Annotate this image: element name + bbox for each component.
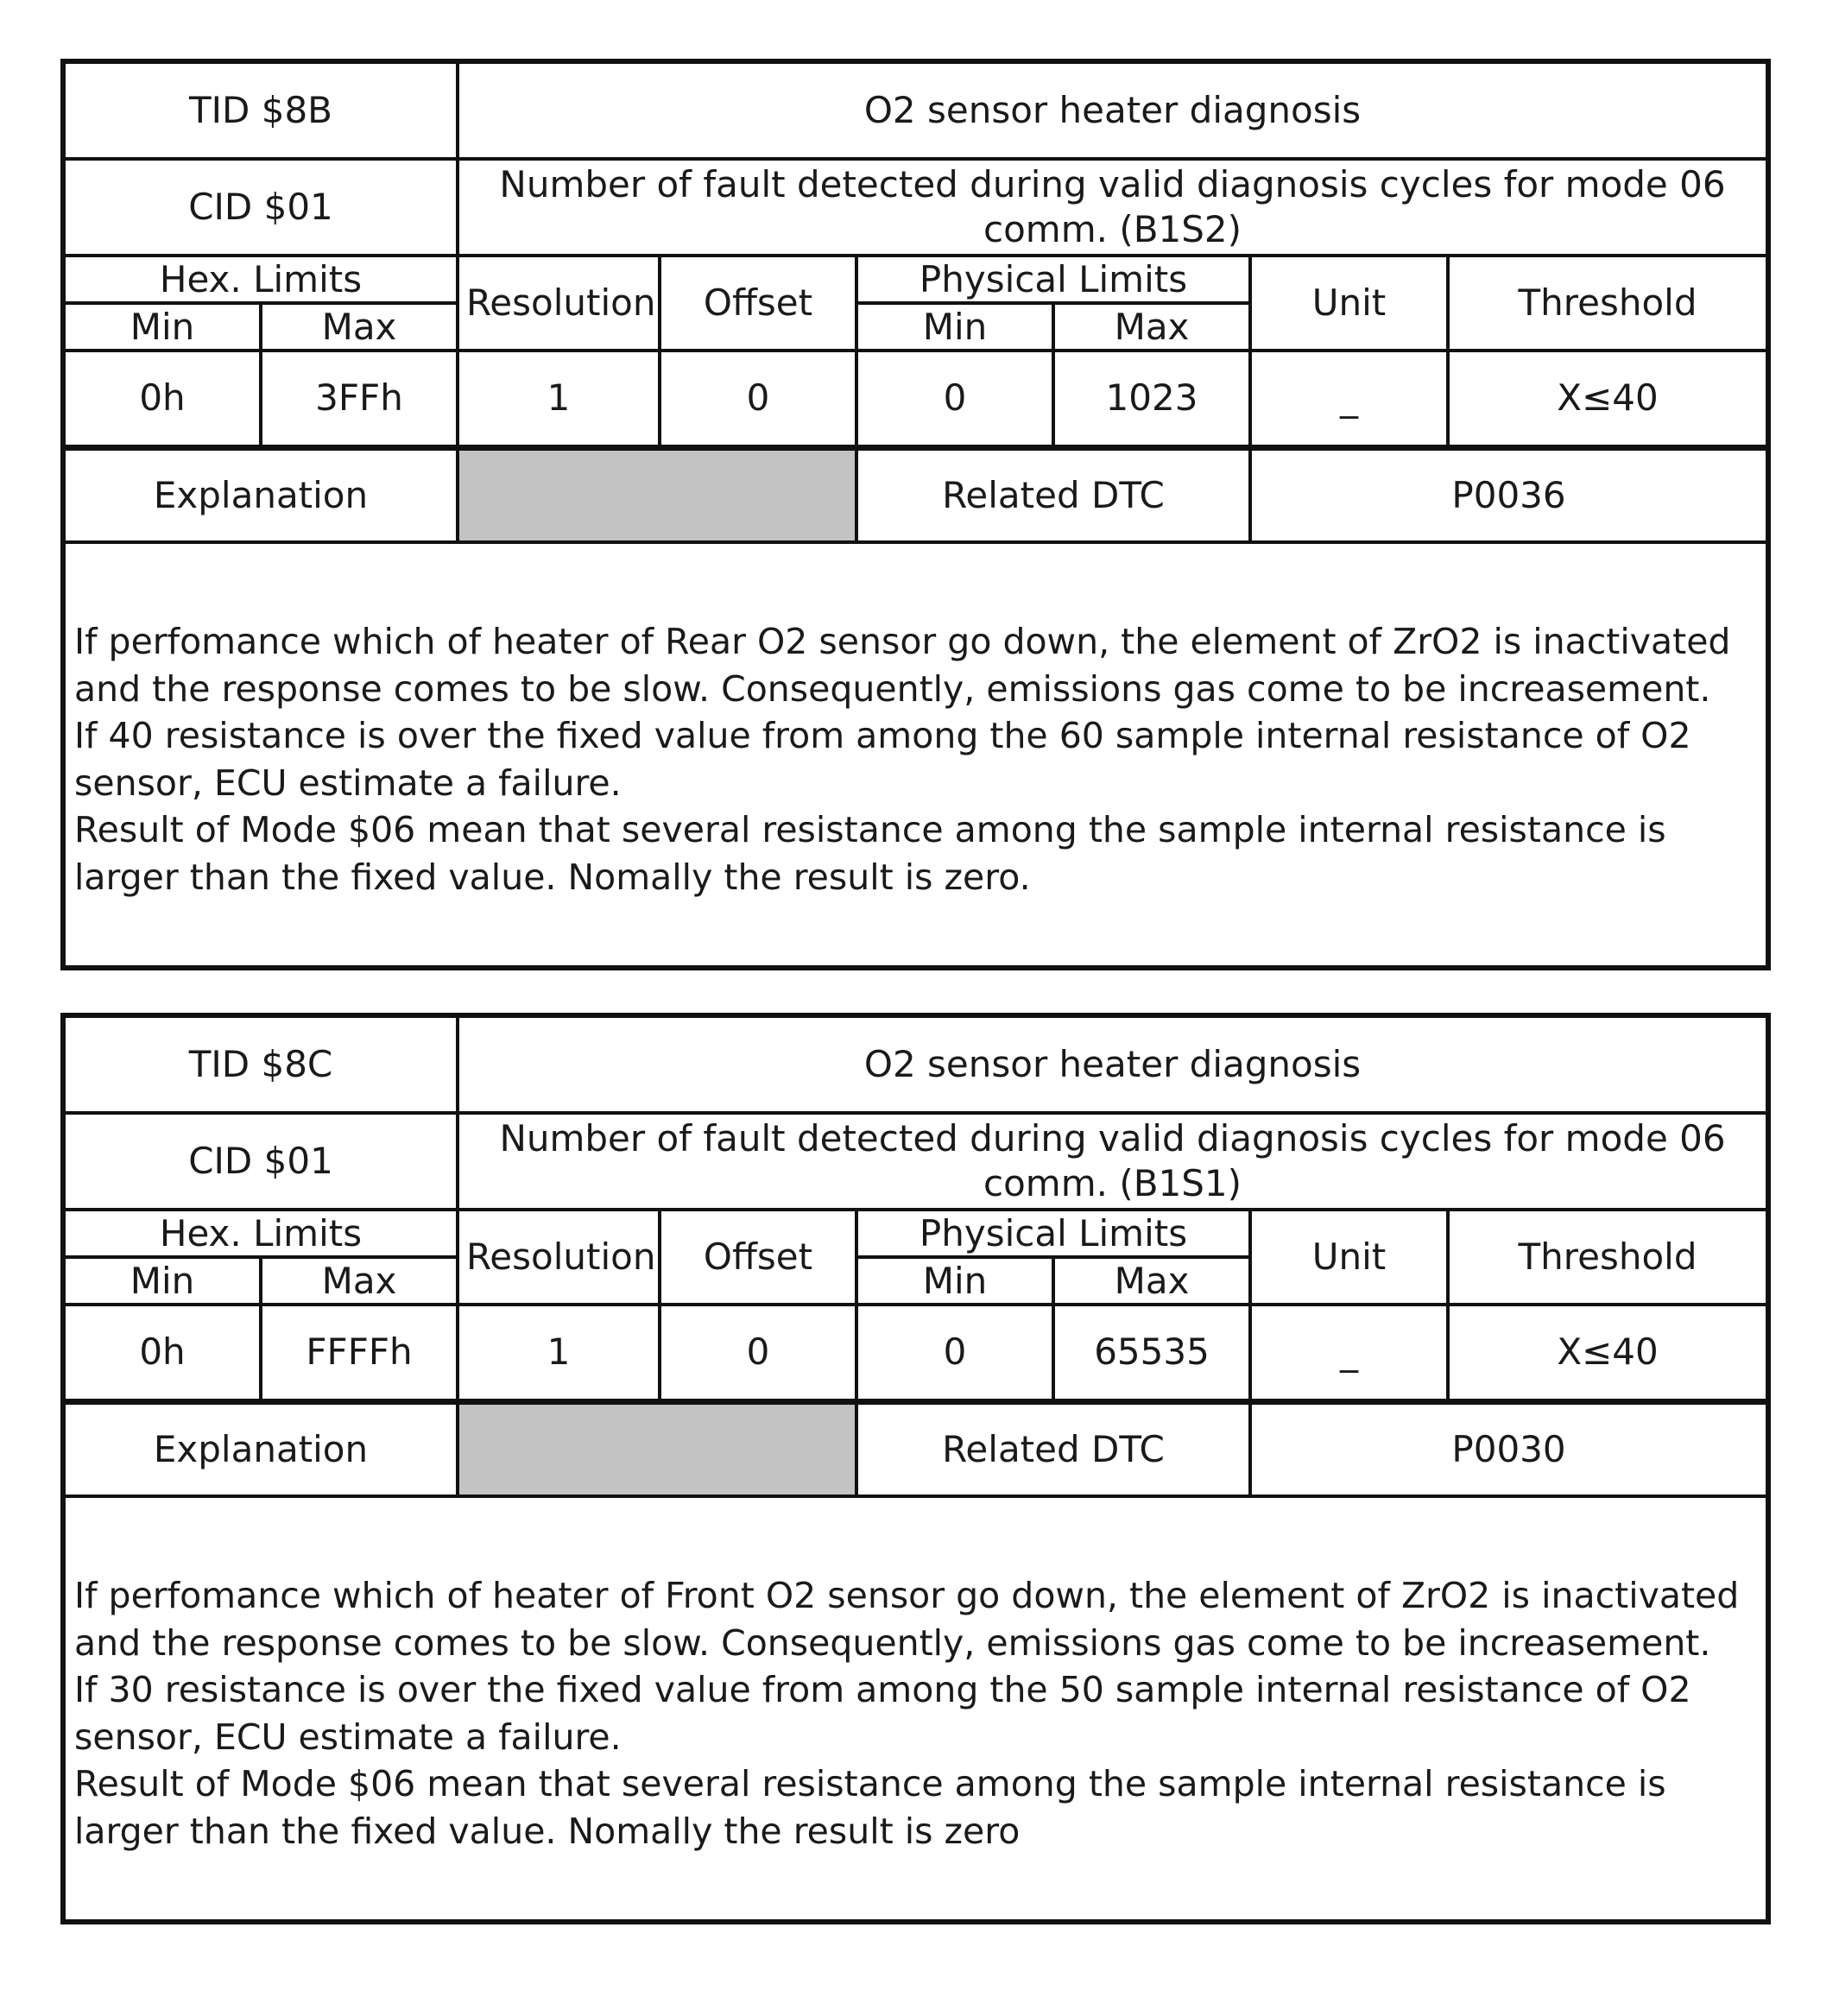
related-dtc-value: P0036 <box>1250 447 1766 542</box>
threshold-header: Threshold <box>1448 256 1766 351</box>
hex-min-header: Min <box>66 1257 261 1305</box>
explanation-line: sensor, ECU estimate a failure. <box>74 762 622 804</box>
explanation-text <box>66 1496 1766 1928</box>
phys-max-value: 1023 <box>1053 351 1250 447</box>
phys-min-header: Min <box>856 303 1053 351</box>
threshold-value: X≤40 <box>1448 1305 1766 1401</box>
resolution-value: 1 <box>458 1305 660 1401</box>
test-spec-block-tid-8b <box>60 59 1771 970</box>
related-dtc-label: Related DTC <box>856 1401 1250 1496</box>
explanation-line: and the response comes to be slow. Consequently, emissions gas come to be increasement. <box>74 1621 1711 1664</box>
explanation-line: If perfomance which of heater of Rear O2 sensor go down, the element of ZrO2 is inactivated <box>74 621 1731 662</box>
test-spec-table <box>66 1018 1766 1928</box>
hex-min-header: Min <box>66 303 261 351</box>
explanation-label: Explanation <box>66 447 458 542</box>
related-dtc-label: Related DTC <box>856 447 1250 542</box>
hex-max-header: Max <box>261 303 458 351</box>
resolution-header: Resolution <box>458 1210 660 1305</box>
hex-min-value: 0h <box>66 1305 261 1401</box>
cid-label: CID $01 <box>66 159 458 256</box>
explanation-line: larger than the fixed value. Nomally the result is zero. <box>74 856 1031 898</box>
explanation-line: If perfomance which of heater of Front O2 sensor go down, the element of ZrO2 is inactivated <box>74 1575 1740 1616</box>
unit-value: _ <box>1250 1305 1448 1401</box>
explanation-line: sensor, ECU estimate a failure. <box>74 1716 622 1758</box>
offset-value: 0 <box>660 351 856 447</box>
test-spec-block-tid-8c <box>60 1013 1771 1924</box>
hex-limits-header: Hex. Limits <box>66 1210 458 1257</box>
explanation-line: If 30 resistance is over the fixed value from among the 50 sample internal resistance of O2 <box>74 1669 1691 1710</box>
hex-min-value: 0h <box>66 351 261 447</box>
explanation-label: Explanation <box>66 1401 458 1496</box>
physical-limits-header: Physical Limits <box>856 256 1250 303</box>
tid-description: O2 sensor heater diagnosis <box>458 1018 1766 1113</box>
tid-description: O2 sensor heater diagnosis <box>458 64 1766 159</box>
explanation-text <box>66 542 1766 974</box>
cid-label: CID $01 <box>66 1113 458 1210</box>
phys-max-header: Max <box>1053 1257 1250 1305</box>
phys-min-value: 0 <box>856 1305 1053 1401</box>
test-spec-table <box>66 64 1766 974</box>
resolution-header: Resolution <box>458 256 660 351</box>
phys-min-value: 0 <box>856 351 1053 447</box>
threshold-value: X≤40 <box>1448 351 1766 447</box>
offset-value: 0 <box>660 1305 856 1401</box>
unit-header: Unit <box>1250 256 1448 351</box>
hex-max-value: 3FFh <box>261 351 458 447</box>
unit-header: Unit <box>1250 1210 1448 1305</box>
explanation-line: Result of Mode $06 mean that several resistance among the sample internal resistance is <box>74 809 1666 850</box>
phys-min-header: Min <box>856 1257 1053 1305</box>
tid-label: TID $8B <box>66 64 458 159</box>
shaded-cell <box>458 447 856 542</box>
cid-description: Number of fault detected during valid diagnosis cycles for mode 06 comm. (B1S1) <box>458 1113 1766 1210</box>
resolution-value: 1 <box>458 351 660 447</box>
hex-max-value: FFFFh <box>261 1305 458 1401</box>
unit-value: _ <box>1250 351 1448 447</box>
explanation-line: If 40 resistance is over the fixed value from among the 60 sample internal resistance of O2 <box>74 715 1691 756</box>
hex-limits-header: Hex. Limits <box>66 256 458 303</box>
offset-header: Offset <box>660 256 856 351</box>
cid-description: Number of fault detected during valid diagnosis cycles for mode 06 comm. (B1S2) <box>458 159 1766 256</box>
explanation-line: larger than the fixed value. Nomally the result is zero <box>74 1810 1021 1852</box>
related-dtc-value: P0030 <box>1250 1401 1766 1496</box>
tid-label: TID $8C <box>66 1018 458 1113</box>
phys-max-header: Max <box>1053 303 1250 351</box>
threshold-header: Threshold <box>1448 1210 1766 1305</box>
physical-limits-header: Physical Limits <box>856 1210 1250 1257</box>
phys-max-value: 65535 <box>1053 1305 1250 1401</box>
explanation-line: Result of Mode $06 mean that several resistance among the sample internal resistance is <box>74 1763 1666 1804</box>
offset-header: Offset <box>660 1210 856 1305</box>
explanation-line: and the response comes to be slow. Consequently, emissions gas come to be increasement. <box>74 667 1711 710</box>
shaded-cell <box>458 1401 856 1496</box>
hex-max-header: Max <box>261 1257 458 1305</box>
